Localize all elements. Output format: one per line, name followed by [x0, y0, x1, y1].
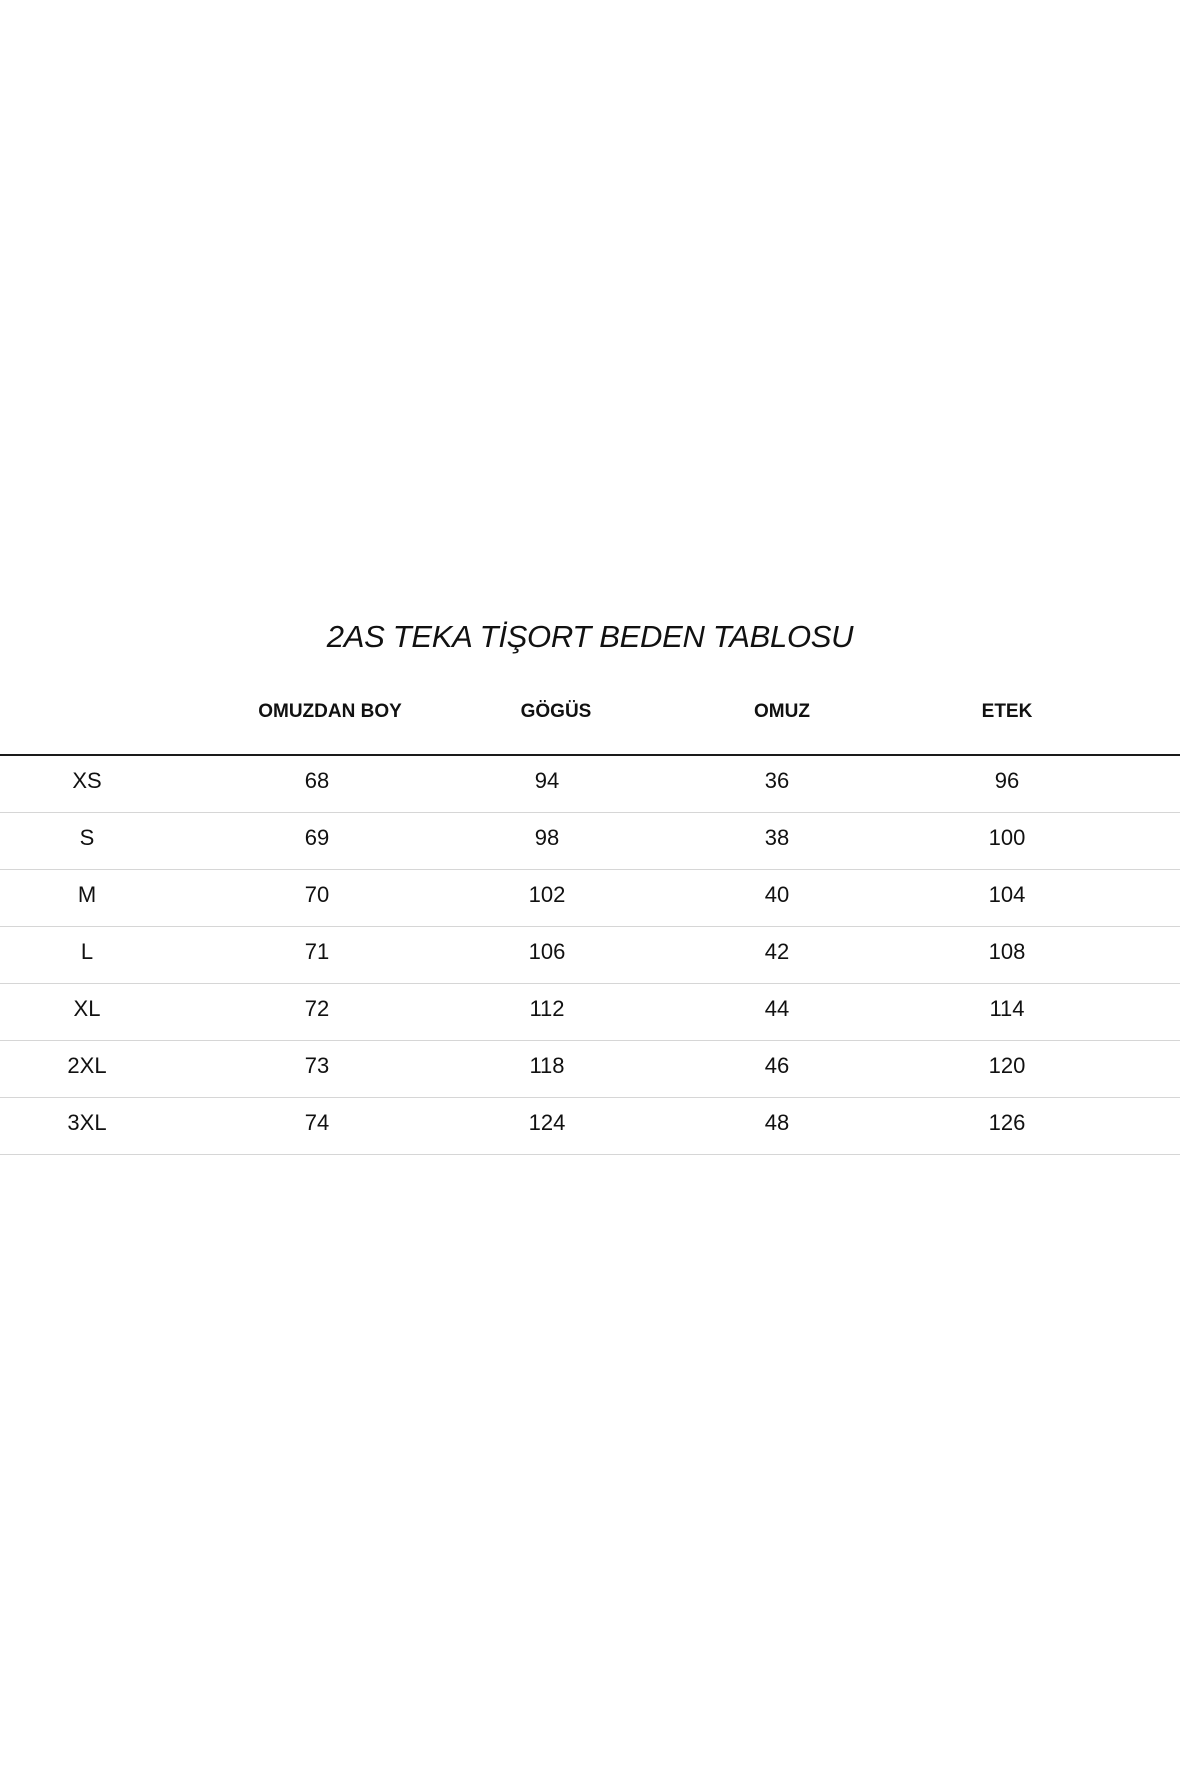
table-row — [0, 870, 1180, 927]
size-cell: S — [79, 825, 95, 850]
gogus-cell: 106 — [528, 939, 566, 964]
gogus-cell: 112 — [529, 996, 565, 1021]
table-row — [0, 1098, 1180, 1155]
table-row — [0, 813, 1180, 870]
column-header-etek: ETEK — [981, 701, 1033, 722]
size-cell: 2XL — [67, 1053, 107, 1078]
omuz-cell: 46 — [764, 1053, 790, 1078]
size-chart-table — [0, 695, 1180, 1135]
etek-cell: 114 — [989, 996, 1025, 1021]
table-row — [0, 756, 1180, 813]
table-body — [0, 756, 1180, 1155]
etek-cell: 96 — [994, 768, 1020, 793]
etek-cell: 108 — [988, 939, 1026, 964]
omuz-cell: 40 — [764, 882, 790, 907]
omuzdan-boy-cell: 73 — [304, 1053, 330, 1078]
omuz-cell: 36 — [764, 768, 790, 793]
omuzdan-boy-cell: 69 — [304, 825, 330, 850]
table-row — [0, 927, 1180, 984]
etek-cell: 120 — [988, 1053, 1026, 1078]
omuz-cell: 42 — [764, 939, 790, 964]
size-cell: XS — [72, 768, 102, 793]
size-cell: XL — [73, 996, 101, 1021]
omuzdan-boy-cell: 71 — [304, 939, 330, 964]
size-cell: L — [80, 939, 94, 964]
etek-cell: 100 — [988, 825, 1026, 850]
table-row — [0, 1041, 1180, 1098]
etek-cell: 104 — [988, 882, 1026, 907]
omuz-cell: 48 — [764, 1110, 790, 1135]
page-title: 2AS TEKA TİŞORT BEDEN TABLOSU — [326, 619, 854, 654]
omuzdan-boy-cell: 70 — [304, 882, 330, 907]
column-header-omuzdan-boy: OMUZDAN BOY — [258, 701, 402, 722]
omuz-cell: 38 — [764, 825, 790, 850]
omuzdan-boy-cell: 68 — [304, 768, 330, 793]
gogus-cell: 118 — [529, 1053, 565, 1078]
table-row — [0, 984, 1180, 1041]
column-header-gogus: GÖGÜS — [520, 701, 592, 722]
size-cell: M — [77, 882, 97, 907]
gogus-cell: 94 — [534, 768, 560, 793]
omuzdan-boy-cell: 72 — [304, 996, 330, 1021]
size-cell: 3XL — [67, 1110, 107, 1135]
table-header — [0, 695, 1180, 754]
etek-cell: 126 — [988, 1110, 1026, 1135]
gogus-cell: 124 — [528, 1110, 566, 1135]
gogus-cell: 102 — [528, 882, 566, 907]
column-header-omuz: OMUZ — [754, 701, 810, 722]
omuz-cell: 44 — [764, 996, 790, 1021]
omuzdan-boy-cell: 74 — [304, 1110, 330, 1135]
gogus-cell: 98 — [534, 825, 560, 850]
